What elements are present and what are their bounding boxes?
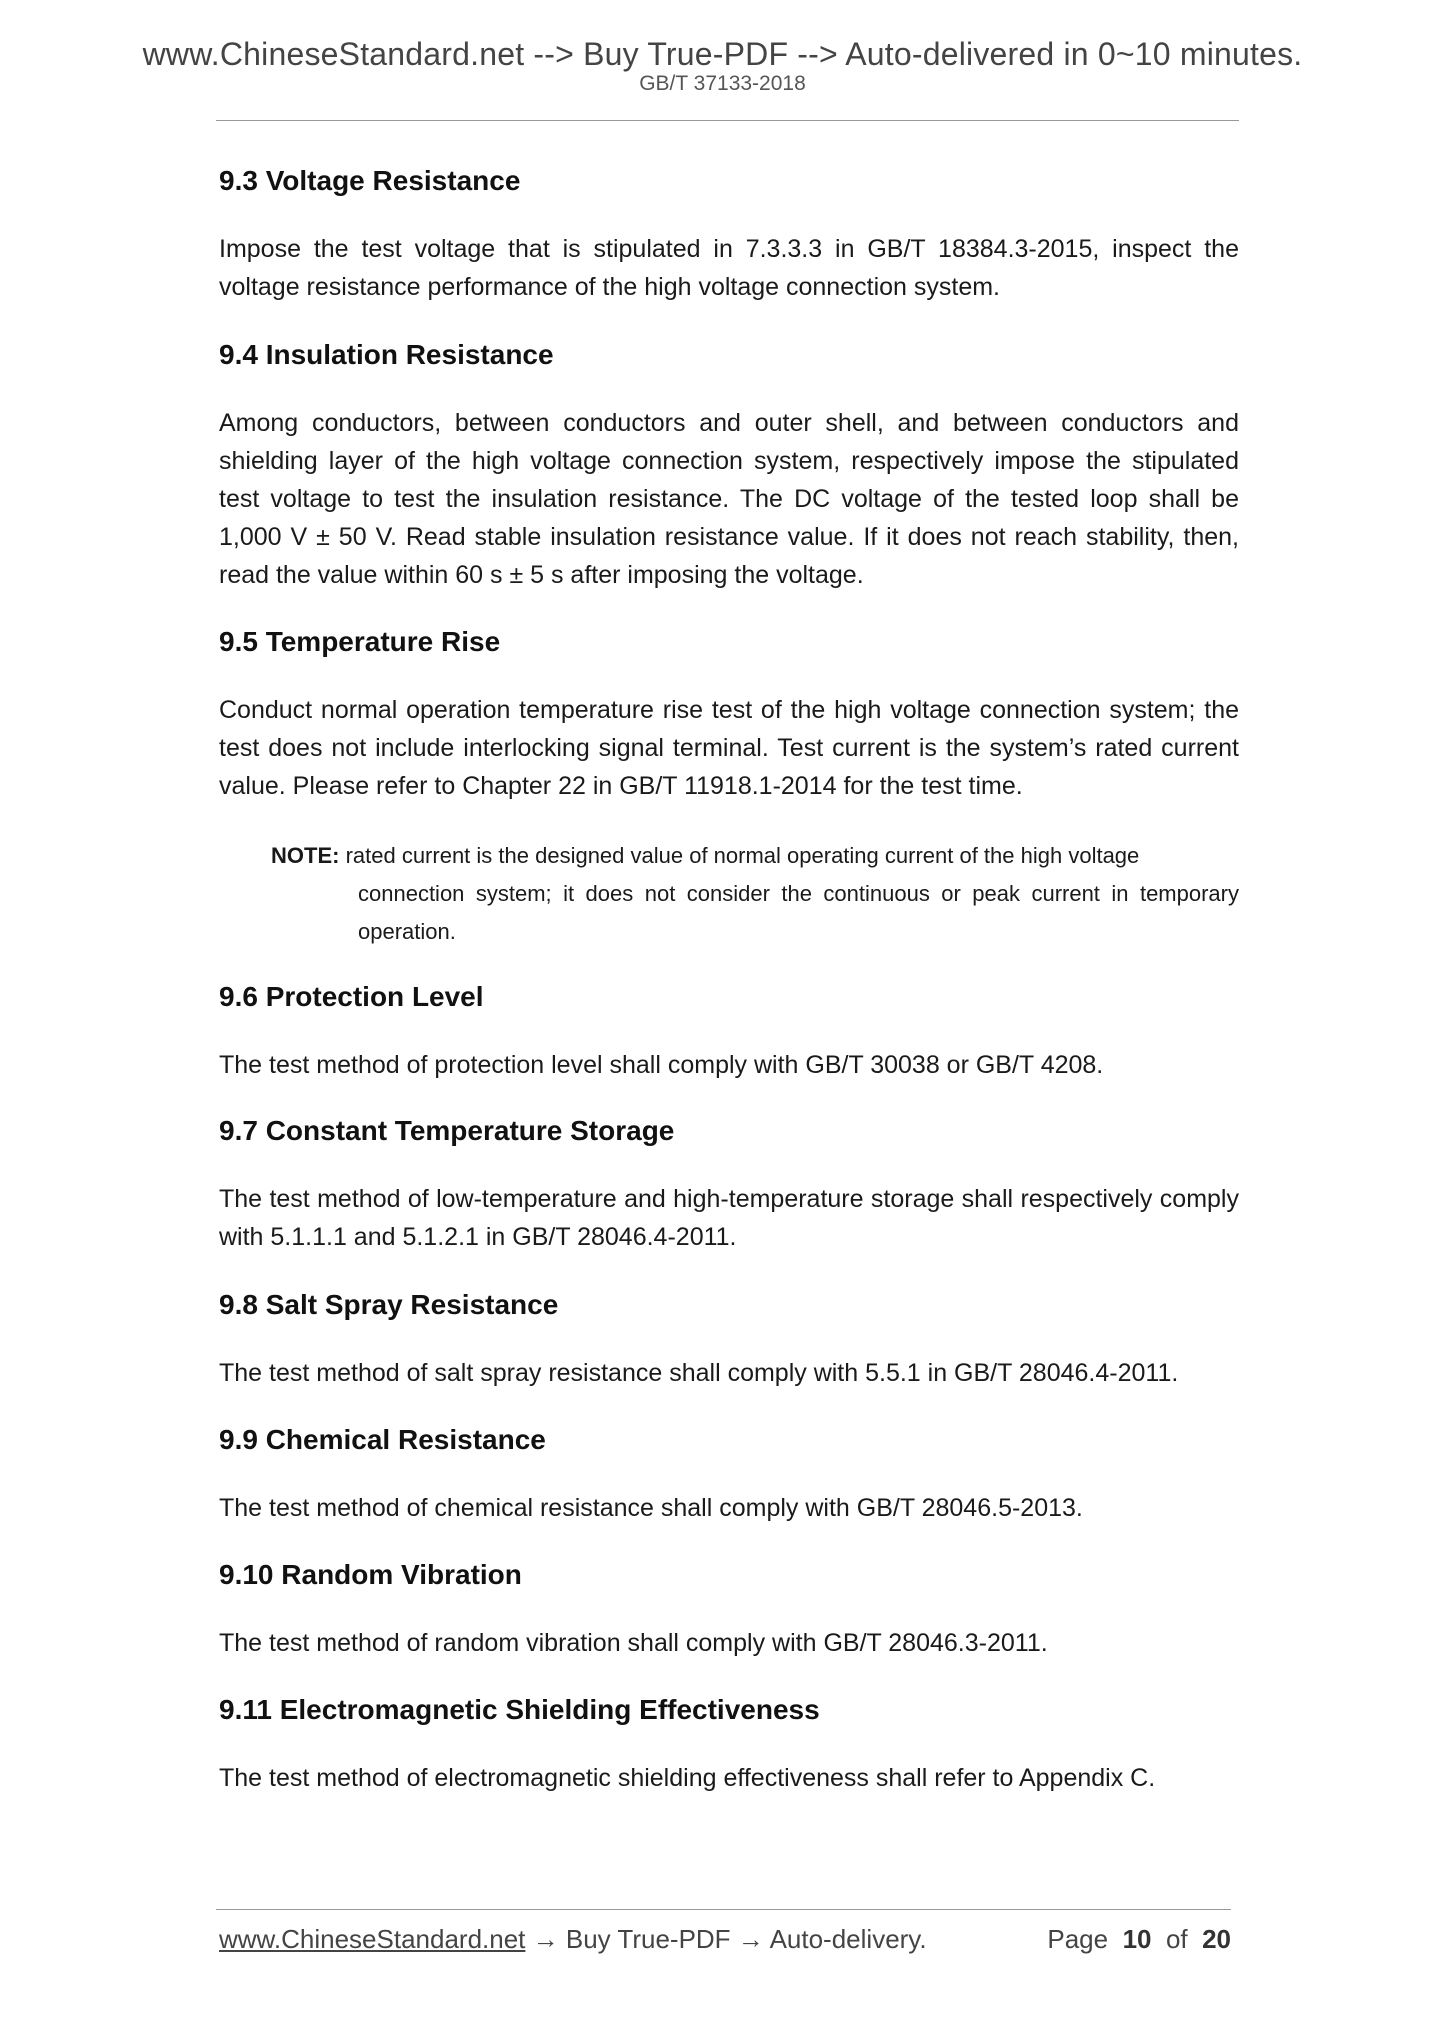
section-9-3-heading: 9.3 Voltage Resistance xyxy=(219,165,521,196)
section-9-11-heading: 9.11 Electromagnetic Shielding Effectiveness xyxy=(219,1694,820,1725)
section-9-10-body: The test method of random vibration shall comply with GB/T 28046.3-2011. xyxy=(219,1629,1048,1657)
section-9-9-heading: 9.9 Chemical Resistance xyxy=(219,1424,546,1455)
section-9-11-body: The test method of electromagnetic shielding effectiveness shall refer to Appendix C. xyxy=(219,1764,1156,1792)
section-9-6-body: The test method of protection level shall comply with GB/T 30038 or GB/T 4208. xyxy=(219,1051,1104,1079)
header-divider xyxy=(216,120,1239,121)
section-9-10-heading: 9.10 Random Vibration xyxy=(219,1559,522,1590)
footer-divider xyxy=(216,1909,1231,1910)
standard-code: GB/T 37133-2018 xyxy=(639,72,806,95)
note-line-1: rated current is the designed value of normal operating current of the high voltage xyxy=(339,843,1140,868)
page-word: Page xyxy=(1047,1924,1109,1954)
section-9-6-heading: 9.6 Protection Level xyxy=(219,981,484,1012)
footer-site-link[interactable]: www.ChineseStandard.net xyxy=(219,1924,526,1954)
section-9-5-heading: 9.5 Temperature Rise xyxy=(219,626,501,657)
section-9-7-body: The test method of low-temperature and high-temperature storage shall respectively comply with 5.1.1.1 and 5.1.2.1 in GB/T 28046.4-2011. xyxy=(219,1185,1239,1251)
page-footer xyxy=(219,1924,1231,1955)
section-9-5-note xyxy=(271,837,1239,951)
section-9-4-body: Among conductors, between conductors and outer shell, and between conductors and shielding layer of the high voltage connection system, respectively impose the stipulated test voltage to test the insulation resistance. The DC voltage of the tested loop shall be 1,000 V ± 50 V. Read stable insulation resistance value. If it does not reach stability, then, read the value within 60 s ± 5 s after imposing the voltage. xyxy=(219,409,1239,589)
page-indicator xyxy=(1047,1924,1231,1955)
section-9-7-heading: 9.7 Constant Temperature Storage xyxy=(219,1115,675,1146)
note-label: NOTE: xyxy=(271,843,340,868)
total-pages: 20 xyxy=(1202,1924,1231,1954)
section-9-5-body: Conduct normal operation temperature rise test of the high voltage connection system; the test does not include interlocking signal terminal. Test current is the system’s rated current value. Please refer to Chapter 22 in GB/T 11918.1-2014 for the test time. xyxy=(219,696,1239,800)
site-banner: www.ChineseStandard.net --> Buy True-PDF --> Auto-delivered in 0~10 minutes. xyxy=(142,36,1303,72)
of-word: of xyxy=(1165,1924,1188,1954)
section-9-8-body: The test method of salt spray resistance shall comply with 5.5.1 in GB/T 28046.4-2011. xyxy=(219,1359,1179,1387)
section-9-3-body: Impose the test voltage that is stipulated in 7.3.3.3 in GB/T 18384.3-2015, inspect the voltage resistance performance of the high voltage connection system. xyxy=(219,235,1239,301)
section-9-9-body: The test method of chemical resistance shall comply with GB/T 28046.5-2013. xyxy=(219,1494,1083,1522)
note-continuation: connection system; it does not consider the continuous or peak current in temporary operation. xyxy=(358,881,1239,944)
footer-tagline: → Buy True-PDF → Auto-delivery. xyxy=(525,1924,927,1954)
current-page-number: 10 xyxy=(1122,1924,1152,1954)
section-9-8-heading: 9.8 Salt Spray Resistance xyxy=(219,1289,559,1320)
section-9-4-heading: 9.4 Insulation Resistance xyxy=(219,339,554,370)
